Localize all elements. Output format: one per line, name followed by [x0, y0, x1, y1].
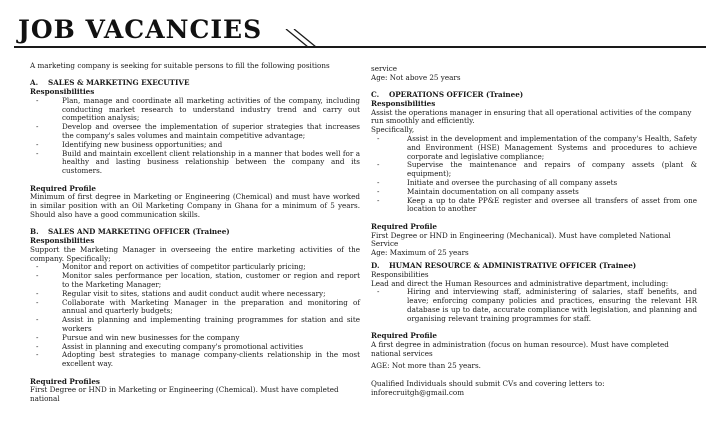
section-a-profile-label: Required Profile: [30, 183, 96, 193]
section-a-responsibilities-label: Responsibilities: [30, 87, 95, 97]
section-a-profile-text: Minimum of first degree in Marketing or Engineering (Chemical) and must have worked in similar position with an Oil Marketing Company in Ghana for a minimum of 5 years. Should also have a good communication skills.: [30, 192, 360, 219]
section-c-specifically: Specifically,: [371, 125, 415, 135]
section-b-title: SALES AND MARKETING OFFICER (Trainee): [48, 227, 230, 237]
section-c-letter: C.: [371, 90, 380, 100]
section-c-list: [371, 135, 697, 214]
section-b-profile-text: First Degree or HND in Marketing or Engineering (Chemical). Must have completed national: [30, 385, 339, 404]
section-d-letter: D.: [371, 260, 380, 270]
section-d-title: HUMAN RESOURCE & ADMINISTRATIVE OFFICER (Trainee): [389, 260, 637, 270]
section-b-letter: B.: [30, 227, 39, 237]
right-column: [371, 65, 697, 397]
section-c-responsibilities-label: Responsibilities: [371, 98, 436, 108]
section-b-responsibilities-label: Responsibilities: [30, 236, 95, 246]
page-title: JOB VACANCIES: [18, 15, 263, 44]
double-slash-ornament-icon: [284, 29, 320, 49]
section-a-title: SALES & MARKETING EXECUTIVE: [48, 78, 190, 88]
list-item: - Pursue and win new businesses for the company: [30, 334, 360, 343]
section-c-title: OPERATIONS OFFICER (Trainee): [389, 90, 524, 100]
list-item: - Collaborate with Marketing Manager in the preparation and monitoring of annual and quarterly budgets;: [30, 299, 360, 317]
section-b-profile-continued: service: [371, 64, 398, 73]
section-d-age: AGE: Not more than 25 years.: [371, 361, 481, 371]
section-d-responsibilities-label: Responsibilities: [371, 269, 429, 279]
list-item: - Monitor sales performance per location, station, customer or region and report to the Marketing Manager;: [30, 272, 360, 290]
list-item: - Plan, manage and coordinate all marketing activities of the company, including conducting market research to understand industry trend and carry out competition analysis;: [30, 97, 360, 123]
list-item: - Initiate and oversee the purchasing of all company assets: [371, 179, 697, 188]
left-column: [30, 62, 360, 404]
section-c-profile-label: Required Profile: [371, 221, 437, 231]
section-b-age: Age: Not above 25 years: [371, 72, 461, 82]
list-item: - Assist in planning and executing company's promotional activities: [30, 343, 360, 352]
section-d-profile-text: A first degree in administration (focus on human resource). Must have completed national services: [371, 339, 669, 358]
list-item: - Monitor and report on activities of competitor particularly pricing;: [30, 263, 360, 272]
list-item: - Supervise the maintenance and repairs of company assets (plant & equipment);: [371, 161, 697, 179]
list-item: - Build and maintain excellent client relationship in a manner that bodes well for a healthy and lasting business relationship between the company and its customers.: [30, 150, 360, 176]
section-a-letter: A.: [30, 78, 39, 88]
section-b-profile-label: Required Profiles: [30, 376, 100, 386]
section-b-lead: Support the Marketing Manager in overseeing the entire marketing activities of the company. Specifically;: [30, 244, 360, 263]
section-d-profile-label: Required Profile: [371, 331, 437, 341]
list-item: - Develop and oversee the implementation of superior strategies that increases the company's sales volumes and maintain competitive advantage;: [30, 123, 360, 141]
section-c-profile-text: First Degree or HND in Engineering (Mechanical). Must have completed National Service: [371, 230, 671, 249]
section-c-age: Age: Maximum of 25 years: [371, 248, 469, 258]
section-c-lead: Assist the operations manager in ensuring that all operational activities of the company run smoothly and efficiently.: [371, 107, 692, 126]
list-item: - Regular visit to sites, stations and audit conduct audit where necessary;: [30, 290, 360, 299]
header-band: [14, 14, 706, 48]
section-a-list: [30, 97, 360, 176]
closing-instructions: Qualified Individuals should submit CVs and covering letters to: inforecruitgh@gmail.com: [371, 378, 605, 397]
list-item: - Hiring and interviewing staff, administering of salaries, staff benefits, and leave; enforcing company policies and practices, ensuring the relevant HR database is up to date, accurate compliance with legislation, and planning and organising relevant training programmes for staff.: [371, 288, 697, 323]
list-item: - Assist in planning and implementing training programmes for station and site workers: [30, 316, 360, 334]
list-item: - Assist in the development and implementation of the company's Health, Safety and Environment (HSE) Management Systems and procedures to achieve corporate and legislative compliance;: [371, 135, 697, 161]
intro-text: A marketing company is seeking for suitable persons to fill the following positions: [30, 61, 330, 70]
list-item: - Identifying new business opportunities; and: [30, 141, 360, 150]
section-d-lead: Lead and direct the Human Resources and administrative department, including:: [371, 278, 669, 288]
list-item: - Keep a up to date PP&E register and oversee all transfers of asset from one location to another: [371, 197, 697, 215]
list-item: - Maintain documentation on all company assets: [371, 188, 697, 197]
list-item: - Adopting best strategies to manage company-clients relationship in the most excellent way.: [30, 351, 360, 369]
section-d-list: [371, 288, 697, 323]
section-b-list: [30, 263, 360, 369]
